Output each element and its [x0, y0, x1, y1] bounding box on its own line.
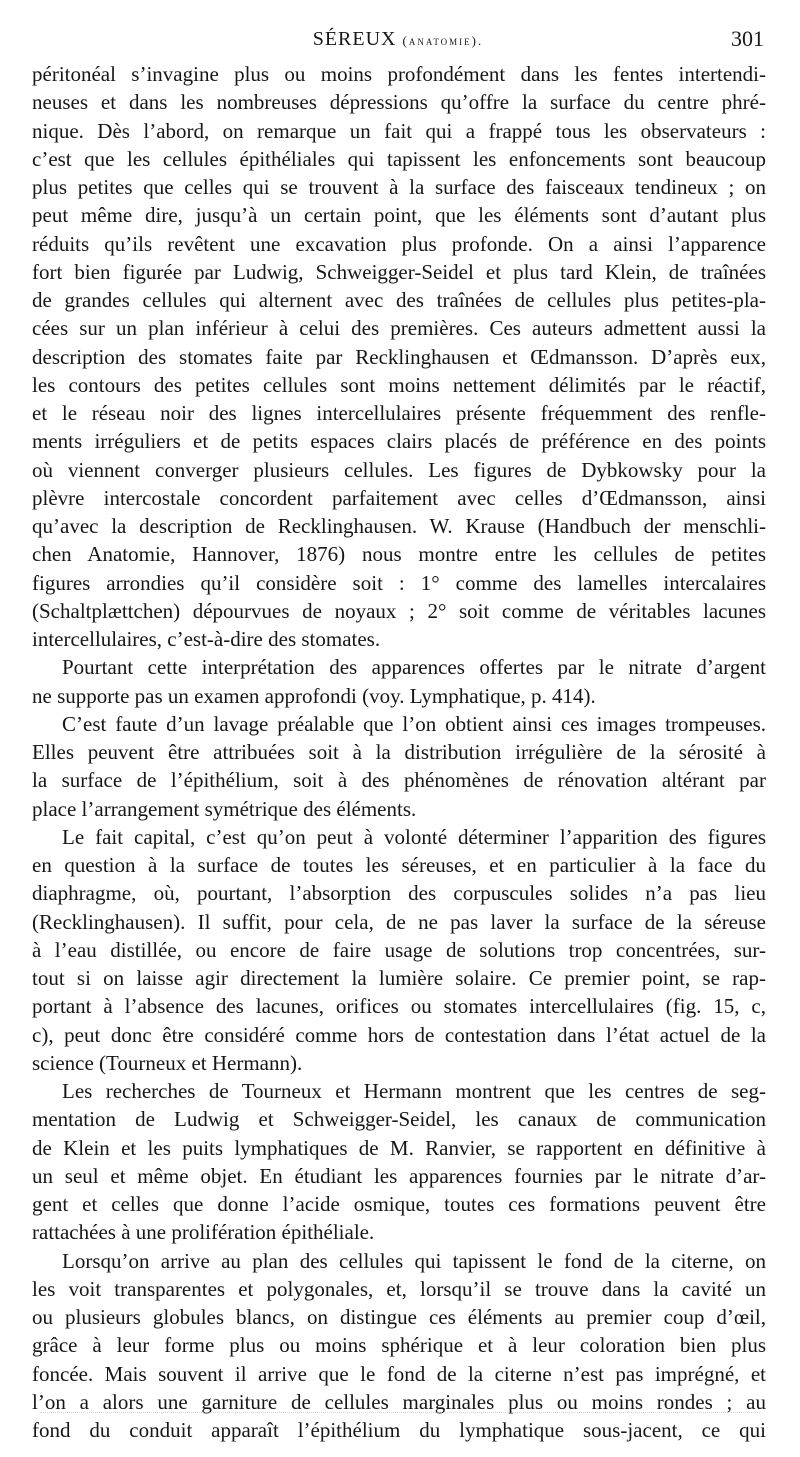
- running-title: [30, 28, 766, 51]
- text-line: intercellulaires, c’est-à-dire des stomates.: [32, 627, 381, 651]
- text-line: c), peut donc être considéré comme hors de contestation dans l’état actuel de la: [32, 1022, 766, 1047]
- text-line: où viennent converger plusieurs cellules. Les figures de Dybkowsky pour la: [32, 457, 766, 482]
- running-header: [30, 24, 766, 56]
- text-line: de grandes cellules qui alternent avec des traînées de cellules plus petites-pla-: [32, 288, 766, 312]
- text-line: (Schaltplættchen) dépourvues de noyaux ; 2° soit comme de véritables lacunes: [32, 598, 766, 623]
- text-line: ou plusieurs globules blancs, on distingue ces éléments au premier coup d’œil,: [32, 1305, 766, 1329]
- text-line: les contours des petites cellules sont moins nettement délimités par le réactif,: [32, 372, 766, 397]
- text-line: ments irréguliers et de petits espaces clairs placés de préférence en des points: [32, 429, 766, 454]
- text-line: figures arrondies qu’il considère soit : 1° comme des lamelles intercalaires: [32, 570, 766, 595]
- text-line: mentation de Ludwig et Schweigger-Seidel, les canaux de communication: [32, 1107, 766, 1132]
- text-line: l’on a alors une garniture de cellules marginales plus ou moins rondes ; au: [32, 1389, 766, 1414]
- text-line: grâce à leur forme plus ou moins sphérique et à leur coloration bien plus: [32, 1333, 766, 1358]
- text-line: Les recherches de Tourneux et Hermann montrent que les centres de seg-: [62, 1079, 766, 1103]
- text-line: C’est faute d’un lavage préalable que l’on obtient ainsi ces images trompeuses.: [62, 711, 766, 736]
- page-bottom-rule: [40, 1412, 760, 1417]
- text-line: neuses et dans les nombreuses dépressions qu’offre la surface du centre phré-: [32, 90, 766, 115]
- text-line: (Recklinghausen). Il suffit, pour cela, de ne pas laver la surface de la séreuse: [32, 909, 766, 934]
- text-line: c’est que les cellules épithéliales qui tapissent les enfoncements sont beaucoup: [32, 146, 766, 171]
- text-line: ne supporte pas un examen approfondi (voy. Lymphatique, p. 414).: [32, 683, 596, 708]
- text-line: un seul et même objet. En étudiant les apparences fournies par le nitrate d’ar-: [32, 1163, 766, 1188]
- page-body: [32, 60, 766, 1444]
- running-title-sub: (anatomie).: [402, 33, 484, 48]
- text-line: peut même dire, jusqu’à un certain point, que les éléments sont d’autant plus: [32, 203, 766, 228]
- text-line: rattachées à une prolifération épithéliale.: [32, 1220, 375, 1245]
- text-line: foncée. Mais souvent il arrive que le fond de la citerne n’est pas imprégné, et: [32, 1361, 766, 1386]
- text-line: tout si on laisse agir directement la lumière solaire. Ce premier point, se rap-: [32, 966, 766, 990]
- text-line: fort bien figurée par Ludwig, Schweigger-Seidel et plus tard Klein, de traînées: [32, 259, 766, 284]
- page-number: 301: [731, 26, 764, 51]
- text-line: cées sur un plan inférieur à celui des premières. Ces auteurs admettent aussi la: [32, 316, 766, 341]
- text-line: science (Tourneux et Hermann).: [32, 1050, 303, 1075]
- text-line: à l’eau distillée, ou encore de faire usage de solutions trop concentrées, sur-: [32, 937, 766, 962]
- text-line: réduits qu’ils revêtent une excavation plus profonde. On a ainsi l’apparence: [32, 231, 766, 256]
- text-line: en question à la surface de toutes les séreuses, et en particulier à la face du: [32, 853, 766, 877]
- running-title-main: SÉREUX: [312, 28, 397, 50]
- text-line: nique. Dès l’abord, on remarque un fait qui a frappé tous les observateurs :: [32, 118, 766, 143]
- text-line: gent et celles que donne l’acide osmique, toutes ces formations peuvent être: [32, 1192, 766, 1216]
- text-line: chen Anatomie, Hannover, 1876) nous montre entre les cellules de petites: [32, 542, 766, 567]
- text-line: plus petites que celles qui se trouvent à la surface des faisceaux tendineux ; on: [32, 175, 766, 199]
- text-line: la surface de l’épithélium, soit à des phénomènes de rénovation altérant par: [32, 768, 766, 793]
- text-line: portant à l’absence des lacunes, orifices ou stomates intercellulaires (fig. 15, c,: [32, 994, 766, 1019]
- text-line: de Klein et les puits lymphatiques de M. Ranvier, se rapportent en définitive à: [32, 1135, 766, 1160]
- text-line: description des stomates faite par Recklinghausen et Œdmansson. D’après eux,: [32, 344, 766, 369]
- text-line: Lorsqu’on arrive au plan des cellules qui tapissent le fond de la citerne, on: [62, 1248, 766, 1273]
- text-line: Le fait capital, c’est qu’on peut à volonté déterminer l’apparition des figures: [62, 824, 766, 849]
- text-line: Elles peuvent être attribuées soit à la distribution irrégulière de la sérosité à: [32, 740, 766, 764]
- text-line: les voit transparentes et polygonales, et, lorsqu’il se trouve dans la cavité un: [32, 1276, 766, 1301]
- text-line: péritonéal s’invagine plus ou moins profondément dans les fentes intertendi-: [32, 62, 766, 86]
- text-line: plèvre intercostale concordent parfaitement avec celles d’Œdmansson, ainsi: [32, 485, 766, 510]
- text-line: et le réseau noir des lignes intercellulaires présente fréquemment des renfle-: [32, 401, 766, 425]
- text-line: diaphragme, où, pourtant, l’absorption des corpuscules solides n’a pas lieu: [32, 881, 766, 906]
- text-line: Pourtant cette interprétation des apparences offertes par le nitrate d’argent: [62, 655, 766, 680]
- text-line: fond du conduit apparaît l’épithélium du lymphatique sous-jacent, ce qui: [32, 1418, 766, 1442]
- text-line: place l’arrangement symétrique des éléments.: [32, 796, 417, 821]
- text-line: qu’avec la description de Recklinghausen. W. Krause (Handbuch der menschli-: [32, 514, 766, 538]
